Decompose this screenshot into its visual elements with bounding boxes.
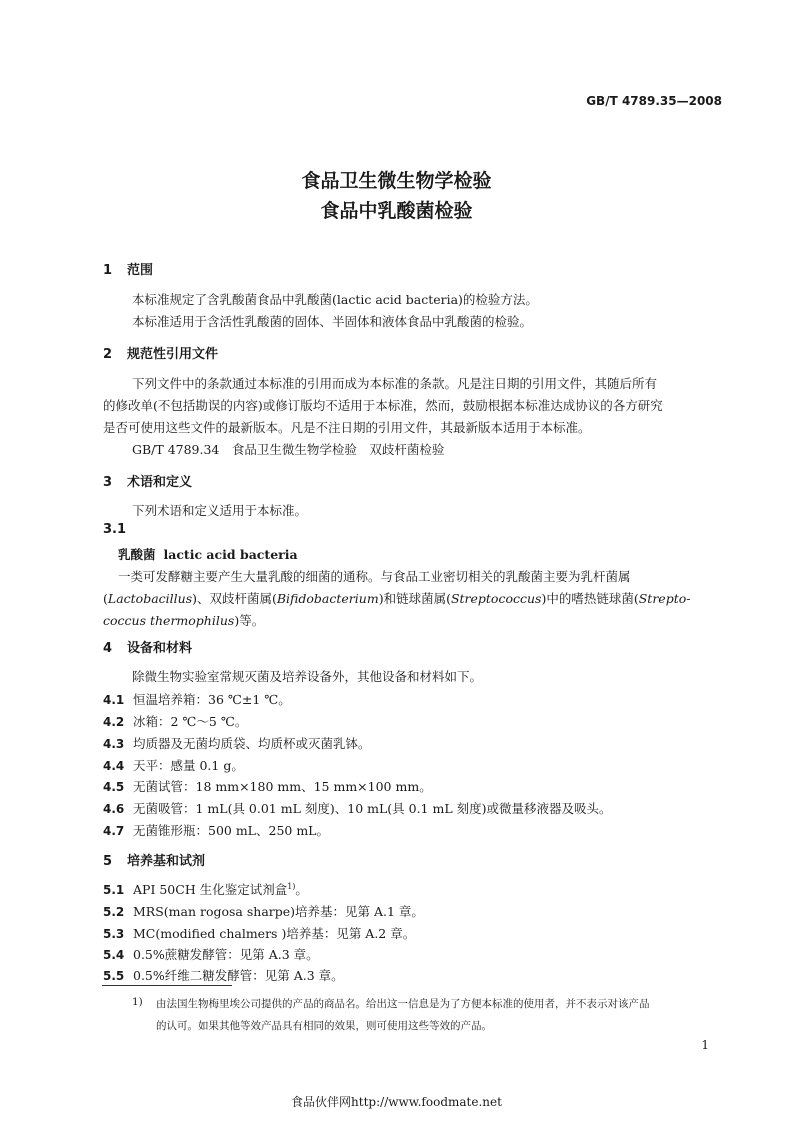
item-number: 5.3	[103, 927, 125, 941]
genus-name: Bifidobacterium	[276, 591, 379, 606]
text: )和链球菌属(	[378, 591, 451, 606]
paragraph: 除微生物实验室常规灭菌及培养设备外，其他设备和材料如下。	[132, 669, 483, 684]
text: )、双歧杆菌属(	[192, 591, 277, 606]
section-title: 规范性引用文件	[127, 347, 219, 362]
paragraph-line: 是否可使用这些文件的最新版本。凡是不注日期的引用文件，其最新版本适用于本标准。	[103, 420, 591, 435]
item-number: 5.1	[103, 883, 125, 897]
section-title: 培养基和试剂	[127, 854, 206, 869]
item-text: 无菌试管：18 mm×180 mm、15 mm×100 mm。	[133, 779, 432, 794]
footnote-divider	[102, 985, 232, 986]
item-text: 均质器及无菌均质袋、均质杯或灭菌乳钵。	[133, 736, 371, 751]
item-text: 。	[295, 882, 308, 897]
definition-line: 一类可发酵糖主要产生大量乳酸的细菌的通称。与食品工业密切相关的乳酸菌主要为乳杆菌属	[118, 569, 631, 584]
genus-name: Streptococcus	[450, 591, 542, 606]
section-5-heading	[103, 850, 205, 869]
footnote-text: 的认可。如果其他等效产品具有相同的效果，则可使用这些等效的产品。	[156, 1020, 492, 1032]
item-text: 0.5%蔗糖发酵管：见第 A.3 章。	[133, 947, 319, 962]
text: (	[103, 591, 108, 606]
item-text: API 50CH 生化鉴定试剂盒	[133, 882, 288, 897]
item-number: 4.7	[103, 824, 125, 838]
list-item	[103, 756, 244, 774]
site-footer: 食品伙伴网http://www.foodmate.net	[291, 1095, 502, 1109]
list-item	[103, 966, 344, 984]
item-number: 4.6	[103, 802, 125, 816]
list-item	[103, 799, 611, 817]
term-english: lactic acid bacteria	[163, 547, 298, 562]
section-number: 4	[103, 641, 113, 656]
item-number: 4.1	[103, 693, 125, 707]
section-1-heading	[103, 259, 153, 278]
text: )等。	[234, 613, 265, 628]
section-4-heading	[103, 637, 192, 656]
item-text: MRS(man rogosa sharpe)培养基：见第 A.1 章。	[133, 904, 424, 919]
section-3-heading	[103, 471, 192, 490]
list-item	[103, 924, 415, 942]
paragraph-line: 下列文件中的条款通过本标准的引用而成为本标准的条款。凡是注日期的引用文件，其随后所有	[132, 376, 658, 391]
section-number: 2	[103, 347, 113, 362]
item-number: 5.2	[103, 905, 125, 919]
normative-reference: GB/T 4789.34 食品卫生微生物学检验 双歧杆菌检验	[132, 442, 445, 457]
species-name: Strepto-	[638, 591, 691, 606]
standard-code: GB/T 4789.35—2008	[586, 94, 722, 108]
item-text: 恒温培养箱：36 ℃±1 ℃。	[133, 692, 291, 707]
item-number: 5.4	[103, 948, 125, 962]
section-number: 5	[103, 854, 113, 869]
term-chinese: 乳酸菌	[118, 547, 156, 562]
page-number: 1	[701, 1038, 709, 1052]
item-text: 天平：感量 0.1 g。	[133, 758, 244, 773]
list-item	[103, 712, 247, 730]
section-title: 设备和材料	[127, 641, 193, 656]
list-item	[103, 821, 329, 839]
footnote-text: 由法国生物梅里埃公司提供的产品的商品名。给出这一信息是为了方便本标准的使用者，并不表示对该产品	[156, 998, 650, 1010]
paragraph: 下列术语和定义适用于本标准。	[132, 503, 308, 518]
item-number: 5.5	[103, 969, 125, 983]
doc-title-line1: 食品卫生微生物学检验	[301, 170, 492, 192]
doc-title-line2: 食品中乳酸菌检验	[320, 200, 473, 222]
subsection-number: 3.1	[103, 522, 127, 537]
list-item	[103, 880, 308, 898]
footnote-ref: 1)	[287, 881, 296, 891]
genus-name: Lactobacillus	[107, 591, 193, 606]
text: )中的嗜热链球菌(	[541, 591, 639, 606]
item-text: 无菌锥形瓶：500 mL、250 mL。	[133, 823, 329, 838]
list-item	[103, 945, 319, 963]
section-number: 3	[103, 475, 113, 490]
paragraph: 本标准规定了含乳酸菌食品中乳酸菌(lactic acid bacteria)的检验方法。	[132, 292, 538, 307]
paragraph-line: 的修改单(不包括勘误的内容)或修订版均不适用于本标准，然而，鼓励根据本标准达成协议的各方研究	[103, 398, 663, 413]
list-item	[103, 690, 291, 708]
item-text: 无菌吸管：1 mL(具 0.01 mL 刻度)、10 mL(具 0.1 mL 刻度)或微量移液器及吸头。	[133, 801, 612, 816]
item-number: 4.2	[103, 715, 125, 729]
section-2-heading	[103, 343, 218, 362]
item-text: MC(modified chalmers )培养基：见第 A.2 章。	[133, 926, 416, 941]
list-item	[103, 734, 371, 752]
section-number: 1	[103, 263, 113, 278]
list-item	[103, 777, 432, 795]
definition-line	[103, 611, 264, 629]
item-text: 0.5%纤维二糖发酵管：见第 A.3 章。	[133, 968, 344, 983]
section-title: 范围	[127, 263, 154, 278]
species-name: coccus thermophilus	[103, 613, 235, 628]
item-number: 4.3	[103, 737, 125, 751]
item-number: 4.4	[103, 759, 125, 773]
term-entry	[118, 545, 298, 563]
footnote-mark: 1)	[132, 996, 143, 1008]
paragraph: 本标准适用于含活性乳酸菌的固体、半固体和液体食品中乳酸菌的检验。	[132, 314, 533, 329]
item-text: 冰箱：2 ℃～5 ℃。	[133, 714, 248, 729]
section-title: 术语和定义	[127, 475, 193, 490]
definition-line	[103, 589, 690, 607]
list-item	[103, 902, 424, 920]
item-number: 4.5	[103, 780, 125, 794]
